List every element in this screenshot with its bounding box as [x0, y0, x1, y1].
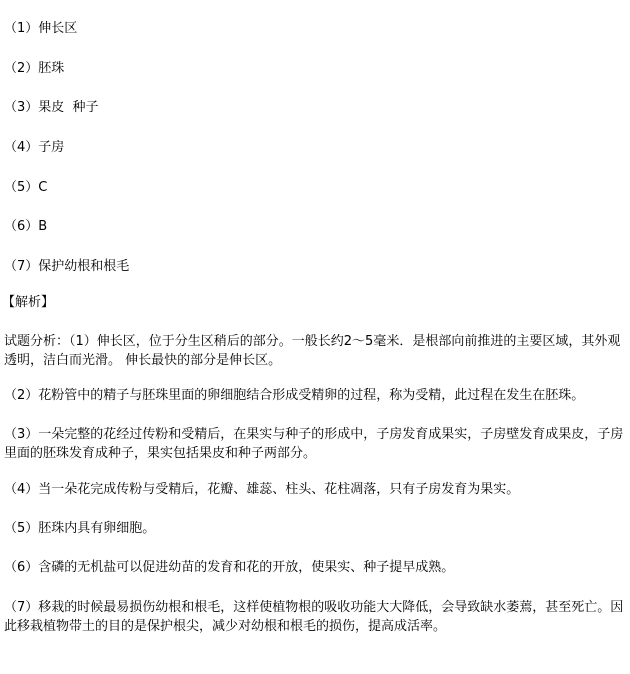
answer-text: 保护幼根和根毛 [38, 259, 130, 274]
answer-number: （6） [4, 219, 39, 234]
analysis-paragraph-5: （5）胚珠内具有卵细胞。 [4, 521, 156, 536]
answer-number: （4） [4, 140, 39, 155]
answer-text: 伸长区 [38, 21, 78, 36]
answer-1 [4, 20, 77, 38]
analysis-paragraph-4: （4）当一朵花完成传粉与受精后，花瓣、雄蕊、柱头、花柱凋落，只有子房发育为果实。 [4, 482, 520, 497]
answer-number: （2） [4, 61, 39, 76]
analysis-heading: 【解析】 [2, 295, 55, 310]
answer-text: 胚珠 [38, 61, 65, 76]
answer-number: （7） [4, 259, 39, 274]
answer-2 [4, 60, 64, 78]
answer-text: C [38, 180, 48, 195]
answer-number: （3） [4, 100, 39, 115]
answer-text: 子房 [38, 140, 65, 155]
answer-7 [4, 258, 129, 276]
answer-5 [4, 179, 47, 197]
analysis-paragraph-7: （7）移栽的时候最易损伤幼根和根毛，这样使植物根的吸收功能大大降低，会导致缺水萎蔫，甚至死亡。因此移栽植物带土的目的是保护根尖，减少对幼根和根毛的损伤，提高成活率。 [4, 600, 624, 634]
answer-number: （5） [4, 180, 39, 195]
analysis-paragraph-3: （3）一朵完整的花经过传粉和受精后，在果实与种子的形成中，子房发育成果实，子房壁发育成果皮，子房里面的胚珠发育成种子，果实包括果皮和种子两部分。 [4, 427, 624, 461]
answer-number: （1） [4, 21, 39, 36]
answer-text: B [38, 219, 48, 234]
analysis-paragraph-2: （2）花粉管中的精子与胚珠里面的卵细胞结合形成受精卵的过程，称为受精，此过程在发生在胚珠。 [4, 388, 585, 403]
analysis-paragraph-1: 试题分析：（1）伸长区，位于分生区稍后的部分。一般长约2～5毫米．是根部向前推进的主要区域，其外观透明，洁白而光滑。 伸长最快的部分是伸长区。 [4, 334, 621, 368]
answer-4 [4, 139, 64, 157]
answer-6 [4, 218, 47, 236]
answer-text: 果皮 种子 [38, 100, 99, 115]
answer-3 [4, 99, 99, 117]
analysis-paragraph-6: （6）含磷的无机盐可以促进幼苗的发育和花的开放，使果实、种子提早成熟。 [4, 560, 455, 575]
